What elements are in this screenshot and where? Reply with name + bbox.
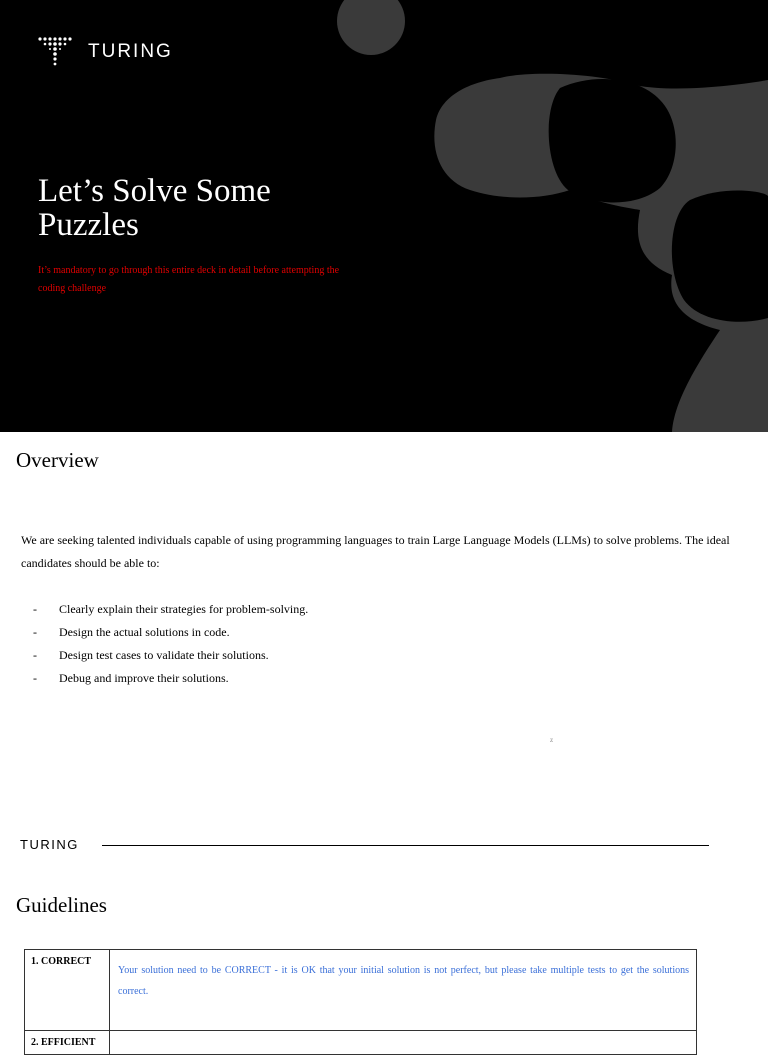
brand-name: TURING — [88, 41, 173, 62]
guideline-label: 1. CORRECT — [25, 950, 110, 1031]
table-row — [25, 1031, 697, 1055]
footer-divider — [102, 845, 709, 846]
bullet-text: Design the actual solutions in code. — [59, 625, 230, 639]
turing-logo-icon — [38, 37, 74, 67]
bullet-text: Design test cases to validate their solutions. — [59, 648, 269, 662]
bullet-text: Clearly explain their strategies for problem-solving. — [59, 602, 309, 616]
footer-brand: TURING — [20, 837, 79, 852]
overview-bullet-list — [33, 598, 308, 690]
list-item — [33, 621, 308, 644]
overview-heading: Overview — [16, 448, 99, 472]
slide-title: Let’s Solve Some Puzzles — [38, 173, 271, 243]
bullet-dash: - — [33, 602, 37, 616]
table-row — [25, 950, 697, 1031]
overview-slide — [0, 432, 768, 864]
bullet-dash: - — [33, 648, 37, 662]
deco-hole-1 — [549, 79, 676, 203]
guideline-label: 2. EFFICIENT — [25, 1031, 110, 1055]
guidelines-table — [24, 949, 697, 1055]
deco-hole-2 — [672, 191, 768, 322]
stray-mark: z — [550, 736, 554, 744]
guidelines-heading: Guidelines — [16, 893, 107, 917]
guideline-text: Your solution need to be CORRECT - it is OK that your initial solution is not perfect, but please take multiple tests to get the solutions correct. — [110, 950, 697, 1031]
guidelines-slide — [0, 864, 768, 1048]
bullet-text: Debug and improve their solutions. — [59, 671, 229, 685]
list-item — [33, 644, 308, 667]
title-slide — [0, 0, 768, 432]
deco-circle-top — [337, 0, 405, 55]
bullet-dash: - — [33, 671, 37, 685]
brand — [38, 37, 173, 67]
list-item — [33, 598, 308, 621]
list-item — [33, 667, 308, 690]
guideline-text — [110, 1031, 697, 1055]
bullet-dash: - — [33, 625, 37, 639]
overview-intro: We are seeking talented individuals capable of using programming languages to train Large Language Models (LLMs) to solve problems. The ideal candidates should be able to: — [21, 533, 730, 570]
slide-subtitle: It’s mandatory to go through this entire deck in detail before attempting the coding challenge — [38, 265, 340, 294]
